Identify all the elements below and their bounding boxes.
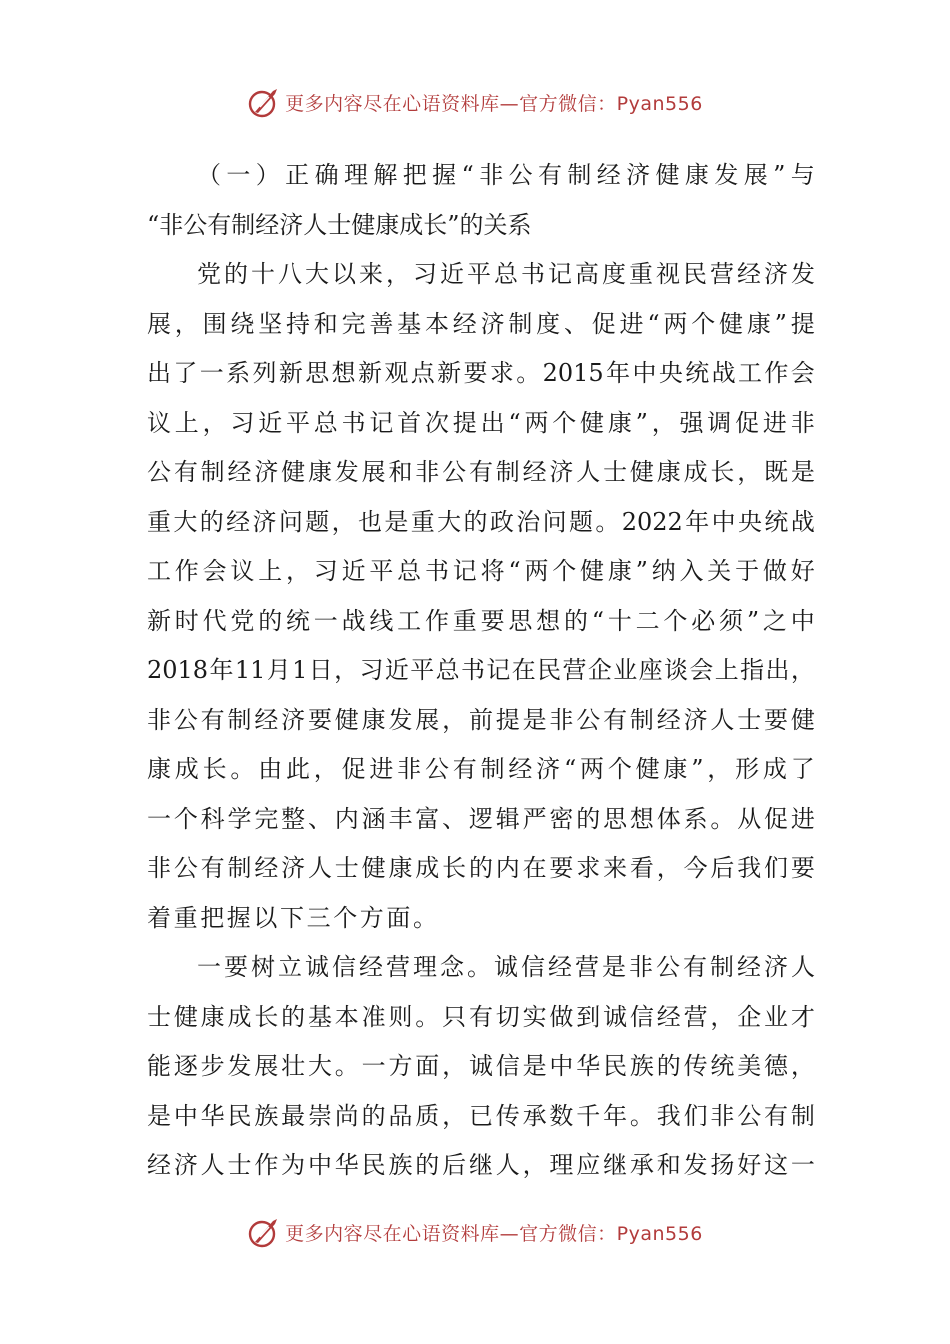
text-line: 2018 年 11 月 1 日 ， 习 近 平 总 书 记 在 民 营 企 业 座 谈 会 上 指 出 ， xyxy=(147,656,815,684)
header-watermark xyxy=(0,82,950,122)
text-line: 非 公 有 制 经 济 要 健 康 发 展 ， 前 提 是 非 公 有 制 经 济 人 士 要 健 xyxy=(147,705,815,734)
text-line: 新 时 代 党 的 统 一 战 线 工 作 重 要 思 想 的 “ 十 二 个 必 须 ” 之 中 xyxy=(147,606,815,635)
text-line: 公 有 制 经 济 健 康 发 展 和 非 公 有 制 经 济 人 士 健 康 成 长 ， 既 是 xyxy=(147,458,815,486)
paragraph xyxy=(147,250,815,943)
watermark-text: 更多内容尽在心语资料库—官方微信：Pyan556 xyxy=(285,92,703,115)
watermark-text: 更多内容尽在心语资料库—官方微信：Pyan556 xyxy=(285,1222,703,1245)
text-line: 党 的 十 八 大 以 来 ， 习 近 平 总 书 记 高 度 重 视 民 营 经 济 发 xyxy=(197,260,815,288)
text-line: 经 济 人 士 作 为 中 华 民 族 的 后 继 人 ， 理 应 继 承 和 发 扬 好 这 一 xyxy=(147,1151,815,1179)
text-line: 议 上 ， 习 近 平 总 书 记 首 次 提 出 “ 两 个 健 康 ” ， 强 调 促 进 非 xyxy=(147,408,815,437)
quill-pen-in-circle-icon xyxy=(247,1215,281,1249)
text-line: 非 公 有 制 经 济 人 士 健 康 成 长 的 内 在 要 求 来 看 ， 今 后 我 们 要 xyxy=(147,854,815,882)
footer-watermark xyxy=(0,1212,950,1252)
text-line: 着重把握以下三个方面。 xyxy=(147,903,440,932)
text-line: 能 逐 步 发 展 壮 大 。 一 方 面 ， 诚 信 是 中 华 民 族 的 传 统 美 德 ， xyxy=(147,1052,815,1080)
section-heading xyxy=(147,151,815,250)
text-line: 出 了 一 系 列 新 思 想 新 观 点 新 要 求 。 2015 年 中 央 统 战 工 作 会 xyxy=(147,359,815,387)
heading-line: “非公有制经济人士健康成长”的关系 xyxy=(147,210,532,239)
text-line: 一 个 科 学 完 整 、 内 涵 丰 富 、 逻 辑 严 密 的 思 想 体 系 。 从 促 进 xyxy=(147,804,815,833)
text-line: 一 要 树 立 诚 信 经 营 理 念 。 诚 信 经 营 是 非 公 有 制 经 济 人 xyxy=(197,953,815,981)
quill-pen-in-circle-icon xyxy=(247,85,281,119)
text-line: 展 ， 围 绕 坚 持 和 完 善 基 本 经 济 制 度 、 促 进 “ 两 个 健 康 ” 提 xyxy=(147,309,815,338)
paragraph xyxy=(147,943,815,1191)
text-line: 工 作 会 议 上 ， 习 近 平 总 书 记 将 “ 两 个 健 康 ” 纳 入 关 于 做 好 xyxy=(147,557,815,585)
document-body xyxy=(147,151,815,1191)
text-line: 是 中 华 民 族 最 崇 尚 的 品 质 ， 已 传 承 数 千 年 。 我 们 非 公 有 制 xyxy=(147,1101,815,1130)
text-line: 康 成 长 。 由 此 ， 促 进 非 公 有 制 经 济 “ 两 个 健 康 ” ， 形 成 了 xyxy=(147,755,815,783)
text-line: 士 健 康 成 长 的 基 本 准 则 。 只 有 切 实 做 到 诚 信 经 营 ， 企 业 才 xyxy=(147,1002,815,1031)
text-line: 重 大 的 经 济 问 题 ， 也 是 重 大 的 政 治 问 题 。 2022 年 中 央 统 战 xyxy=(147,507,815,536)
heading-line: （ 一 ） 正 确 理 解 把 握 “ 非 公 有 制 经 济 健 康 发 展 ” 与 xyxy=(197,161,815,189)
